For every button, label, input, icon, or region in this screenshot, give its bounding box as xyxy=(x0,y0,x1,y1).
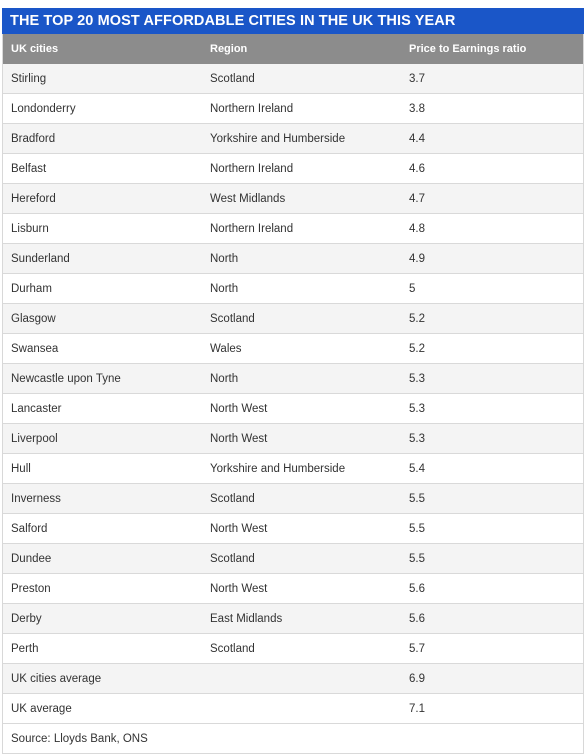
cell-ratio: 4.6 xyxy=(409,162,425,175)
table-row xyxy=(3,484,583,514)
table-row xyxy=(3,664,583,694)
table-row xyxy=(3,454,583,484)
table-row xyxy=(3,124,583,154)
cell-ratio: 6.9 xyxy=(409,672,425,685)
cell-ratio: 5.5 xyxy=(409,522,425,535)
cell-city: Derby xyxy=(11,612,42,625)
table-row xyxy=(3,634,583,664)
cell-ratio: 7.1 xyxy=(409,702,425,715)
cell-city: Bradford xyxy=(11,132,56,145)
cell-region: East Midlands xyxy=(210,612,283,625)
cell-ratio: 5.2 xyxy=(409,312,425,325)
cell-ratio: 5.7 xyxy=(409,642,425,655)
table-row xyxy=(3,544,583,574)
cell-ratio: 5 xyxy=(409,282,416,295)
column-header-cities: UK cities xyxy=(11,43,59,55)
table-row xyxy=(3,244,583,274)
table-row xyxy=(3,424,583,454)
cell-city: Preston xyxy=(11,582,51,595)
cell-city: Durham xyxy=(11,282,52,295)
cell-region: Yorkshire and Humberside xyxy=(210,132,346,145)
cell-region: Scotland xyxy=(210,312,255,325)
cell-region: Northern Ireland xyxy=(210,162,294,175)
cell-city: Hull xyxy=(11,462,31,475)
cell-region: West Midlands xyxy=(210,192,286,205)
cell-region: North xyxy=(210,372,239,385)
table-row xyxy=(3,274,583,304)
cell-ratio: 5.3 xyxy=(409,372,425,385)
cell-city: Sunderland xyxy=(11,252,70,265)
cell-region: Yorkshire and Humberside xyxy=(210,462,346,475)
table-row xyxy=(3,334,583,364)
table-row xyxy=(3,394,583,424)
cell-region: Scotland xyxy=(210,552,255,565)
source-row xyxy=(3,724,583,754)
cell-city: Dundee xyxy=(11,552,52,565)
table-row xyxy=(3,214,583,244)
table-header-row xyxy=(3,34,583,64)
cell-ratio: 5.4 xyxy=(409,462,425,475)
cell-ratio: 5.2 xyxy=(409,342,425,355)
cell-city: Newcastle upon Tyne xyxy=(11,372,121,385)
cell-ratio: 5.5 xyxy=(409,492,425,505)
cell-city: UK cities average xyxy=(11,672,102,685)
cell-region: Northern Ireland xyxy=(210,222,294,235)
cell-city: Lisburn xyxy=(11,222,49,235)
cell-city: Swansea xyxy=(11,342,59,355)
cell-region: North xyxy=(210,252,239,265)
cell-ratio: 5.6 xyxy=(409,612,425,625)
table-body xyxy=(3,64,583,724)
cell-ratio: 5.5 xyxy=(409,552,425,565)
cell-city: Inverness xyxy=(11,492,61,505)
cell-region: North xyxy=(210,282,239,295)
cell-ratio: 3.8 xyxy=(409,102,425,115)
cell-ratio: 5.3 xyxy=(409,432,425,445)
cell-region: Scotland xyxy=(210,492,255,505)
cell-ratio: 4.4 xyxy=(409,132,425,145)
cell-city: Stirling xyxy=(11,72,47,85)
cell-region: North West xyxy=(210,582,268,595)
cell-region: Scotland xyxy=(210,72,255,85)
cell-region: North West xyxy=(210,402,268,415)
cell-ratio: 4.9 xyxy=(409,252,425,265)
cell-region: Northern Ireland xyxy=(210,102,294,115)
table-row xyxy=(3,184,583,214)
cell-city: Perth xyxy=(11,642,39,655)
column-header-ratio: Price to Earnings ratio xyxy=(409,43,527,55)
cell-region: North West xyxy=(210,432,268,445)
table-row xyxy=(3,304,583,334)
data-table xyxy=(2,34,584,754)
table-title: THE TOP 20 MOST AFFORDABLE CITIES IN THE UK THIS YEAR xyxy=(2,8,584,34)
cell-ratio: 4.7 xyxy=(409,192,425,205)
cell-region: Scotland xyxy=(210,642,255,655)
cell-ratio: 3.7 xyxy=(409,72,425,85)
cell-region: Wales xyxy=(210,342,242,355)
cell-city: UK average xyxy=(11,702,72,715)
cell-city: Liverpool xyxy=(11,432,58,445)
table-row xyxy=(3,364,583,394)
cell-city: Belfast xyxy=(11,162,47,175)
cell-city: Hereford xyxy=(11,192,56,205)
table-row xyxy=(3,574,583,604)
table-row xyxy=(3,514,583,544)
table-row xyxy=(3,64,583,94)
cell-city: Lancaster xyxy=(11,402,62,415)
cell-city: Glasgow xyxy=(11,312,56,325)
table-row xyxy=(3,604,583,634)
cell-city: Salford xyxy=(11,522,48,535)
cell-ratio: 5.6 xyxy=(409,582,425,595)
cell-ratio: 5.3 xyxy=(409,402,425,415)
cell-city: Londonderry xyxy=(11,102,76,115)
table-row xyxy=(3,694,583,724)
cell-ratio: 4.8 xyxy=(409,222,425,235)
table-row xyxy=(3,94,583,124)
source-note: Source: Lloyds Bank, ONS xyxy=(11,732,148,745)
column-header-region: Region xyxy=(210,43,248,55)
cell-region: North West xyxy=(210,522,268,535)
table-row xyxy=(3,154,583,184)
